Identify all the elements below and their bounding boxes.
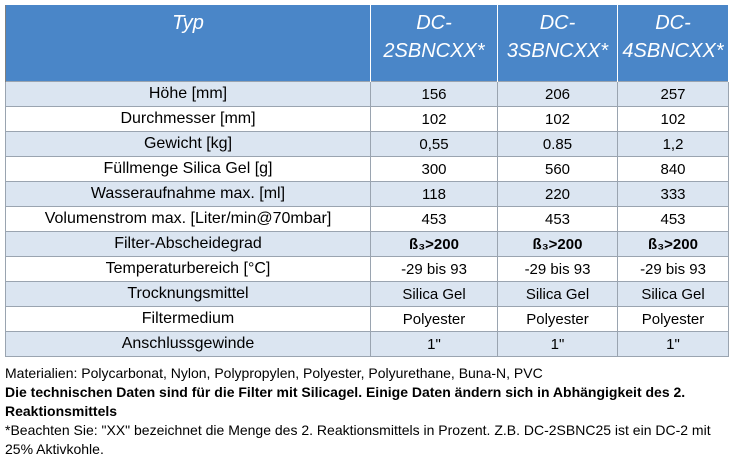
row-label: Wasseraufnahme max. [ml]	[6, 182, 371, 207]
table-cell: 560	[498, 157, 618, 182]
table-cell: Silica Gel	[618, 282, 729, 307]
table-cell: Silica Gel	[371, 282, 498, 307]
table-row	[6, 207, 729, 232]
table-row	[6, 232, 729, 257]
table-cell: 1"	[618, 332, 729, 357]
table-cell: -29 bis 93	[618, 257, 729, 282]
table-row	[6, 82, 729, 107]
table-cell: ß₃>200	[618, 232, 729, 257]
notes	[5, 364, 729, 459]
spec-table	[5, 5, 729, 357]
table-cell: 118	[371, 182, 498, 207]
table-cell: 0.85	[498, 132, 618, 157]
table-cell: Polyester	[498, 307, 618, 332]
table-cell: ß₃>200	[498, 232, 618, 257]
row-label: Füllmenge Silica Gel [g]	[6, 157, 371, 182]
header-row	[6, 5, 729, 82]
table-row	[6, 132, 729, 157]
table-cell: 840	[618, 157, 729, 182]
row-label: Gewicht [kg]	[6, 132, 371, 157]
table-row	[6, 332, 729, 357]
table-row	[6, 157, 729, 182]
row-label: Anschlussgewinde	[6, 332, 371, 357]
row-label: Filtermedium	[6, 307, 371, 332]
row-label: Durchmesser [mm]	[6, 107, 371, 132]
header-dc-2: DC- 2SBNCXX*	[371, 5, 498, 82]
table-cell: -29 bis 93	[498, 257, 618, 282]
table-cell: 300	[371, 157, 498, 182]
table-row	[6, 257, 729, 282]
table-cell: 220	[498, 182, 618, 207]
materials-note: Materialien: Polycarbonat, Nylon, Polypropylen, Polyester, Polyurethane, Buna-N, PVC	[5, 365, 543, 381]
table-cell: -29 bis 93	[371, 257, 498, 282]
row-label: Trocknungsmittel	[6, 282, 371, 307]
table-cell: 333	[618, 182, 729, 207]
row-label: Höhe [mm]	[6, 82, 371, 107]
table-cell: Polyester	[371, 307, 498, 332]
header-dc-4: DC- 4SBNCXX*	[618, 5, 729, 82]
table-cell: 1"	[498, 332, 618, 357]
table-cell: Silica Gel	[498, 282, 618, 307]
table-row	[6, 182, 729, 207]
table-cell: 102	[371, 107, 498, 132]
table-cell: Polyester	[618, 307, 729, 332]
table-cell: 453	[371, 207, 498, 232]
table-row	[6, 107, 729, 132]
header-typ: Typ	[6, 5, 371, 82]
row-label: Temperaturbereich [°C]	[6, 257, 371, 282]
table-cell: 453	[498, 207, 618, 232]
table-cell: ß₃>200	[371, 232, 498, 257]
row-label: Filter-Abscheidegrad	[6, 232, 371, 257]
technical-data-note: Die technischen Daten sind für die Filter mit Silicagel. Einige Daten ändern sich in Abhängigkeit des 2. Reaktionsmittels	[5, 384, 686, 419]
table-cell: 1,2	[618, 132, 729, 157]
table-cell: 102	[618, 107, 729, 132]
table-cell: 102	[498, 107, 618, 132]
row-label: Volumenstrom max. [Liter/min@70mbar]	[6, 207, 371, 232]
header-dc-3: DC- 3SBNCXX*	[498, 5, 618, 82]
table-cell: 1"	[371, 332, 498, 357]
table-row	[6, 282, 729, 307]
table-cell: 206	[498, 82, 618, 107]
table-cell: 453	[618, 207, 729, 232]
table-cell: 257	[618, 82, 729, 107]
footnote: *Beachten Sie: "XX" bezeichnet die Menge des 2. Reaktionsmittels in Prozent. Z.B. DC-2SBNC25 ist ein DC-2 mit 25% Aktivkohle.	[5, 422, 711, 457]
table-cell: 0,55	[371, 132, 498, 157]
table-row	[6, 307, 729, 332]
table-cell: 156	[371, 82, 498, 107]
